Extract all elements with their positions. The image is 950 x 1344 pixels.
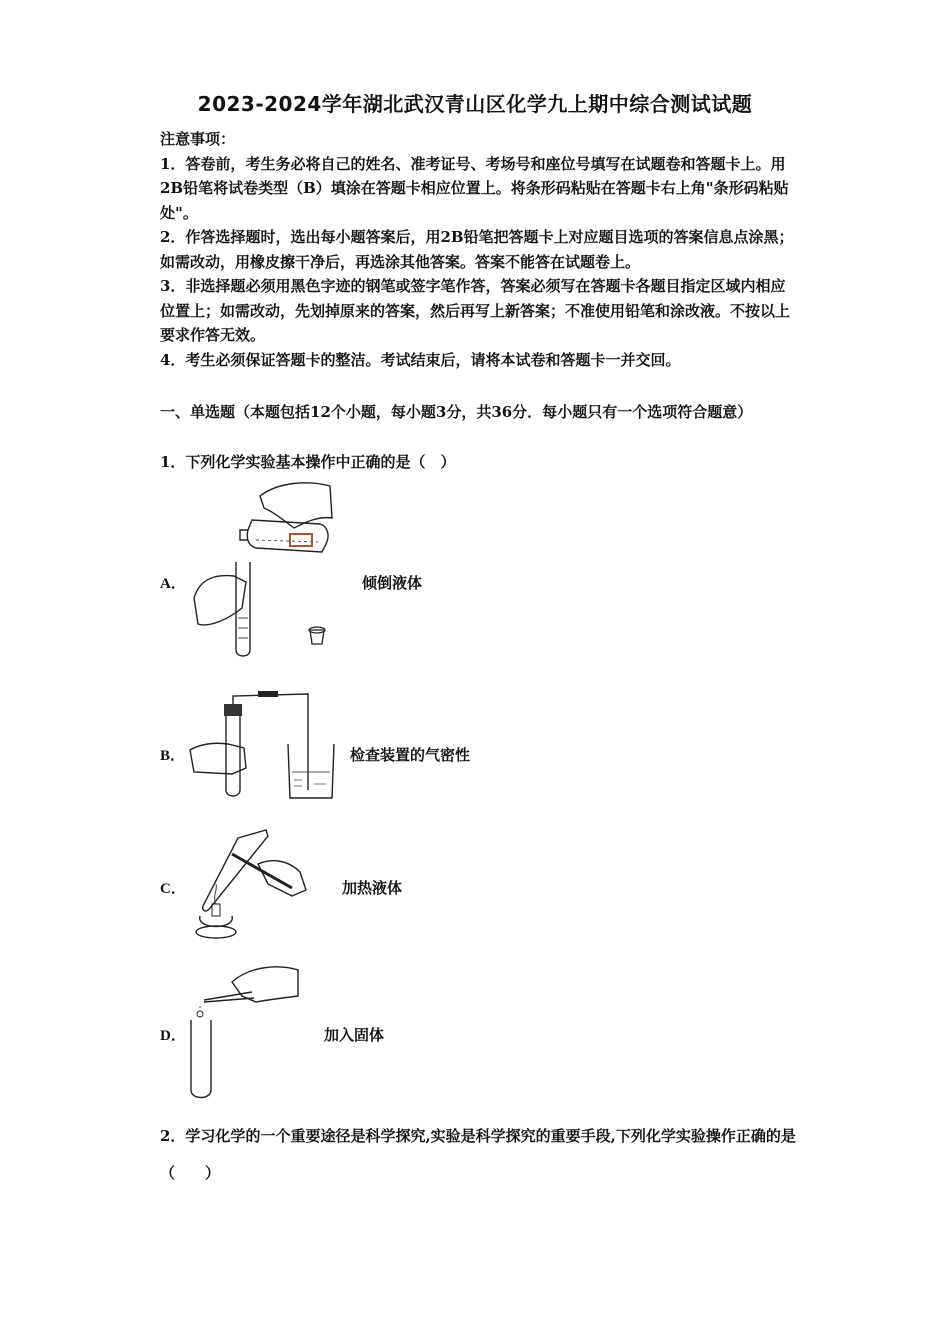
heating-liquid-figure — [188, 824, 312, 944]
page-title: 2023-2024学年湖北武汉青山区化学九上期中综合测试试题 — [197, 92, 753, 116]
section-heading: 一、单选题（本题包括12个小题，每小题3分，共36分．每小题只有一个选项符合题意） — [160, 403, 753, 421]
pouring-liquid-figure — [190, 478, 340, 660]
option-d-label: 加入固体 — [324, 1026, 385, 1044]
option-d-letter: D． — [160, 1028, 186, 1044]
option-a-label: 倾倒液体 — [362, 574, 423, 592]
question-2-stem: 2．学习化学的一个重要途径是科学探究,实验是科学探究的重要手段,下列化学实验操作正确的是（ ） — [160, 1127, 796, 1182]
notice-item: 2．作答选择题时，选出每小题答案后，用2B铅笔把答题卡上对应题目选项的答案信息点涂黑；如需改动，用橡皮擦干净后，再选涂其他答案。答案不能答在试题卷上。 — [160, 228, 794, 271]
option-b-letter: B． — [160, 748, 186, 764]
notice-item: 4．考生必须保证答题卡的整洁。考试结束后，请将本试卷和答题卡一并交回。 — [160, 350, 681, 369]
option-c-letter: C． — [160, 881, 186, 897]
notice-item: 3．非选择题必须用黑色字迹的钢笔或签字笔作答，答案必须写在答题卡各题目指定区域内相应位置上；如需改动，先划掉原来的答案，然后再写上新答案；不准使用铅笔和涂改液。不按以上要求作答无效。 — [160, 277, 791, 344]
option-c-label: 加热液体 — [342, 879, 403, 897]
notice-heading: 注意事项： — [160, 130, 236, 148]
question-1-stem: 1．下列化学实验基本操作中正确的是（ ） — [160, 453, 456, 471]
notice-item: 1．答卷前，考生务必将自己的姓名、准考证号、考场号和座位号填写在试题卷和答题卡上。用2B铅笔将试卷类型（B）填涂在答题卡相应位置上。将条形码粘贴在答题卡右上角"条形码粘贴处"。 — [160, 154, 789, 222]
option-a-letter: A． — [160, 576, 186, 592]
notice-block — [160, 127, 800, 372]
adding-solid-figure — [186, 962, 302, 1100]
airtightness-check-figure — [188, 686, 338, 802]
option-b-label: 检查装置的气密性 — [350, 746, 471, 764]
